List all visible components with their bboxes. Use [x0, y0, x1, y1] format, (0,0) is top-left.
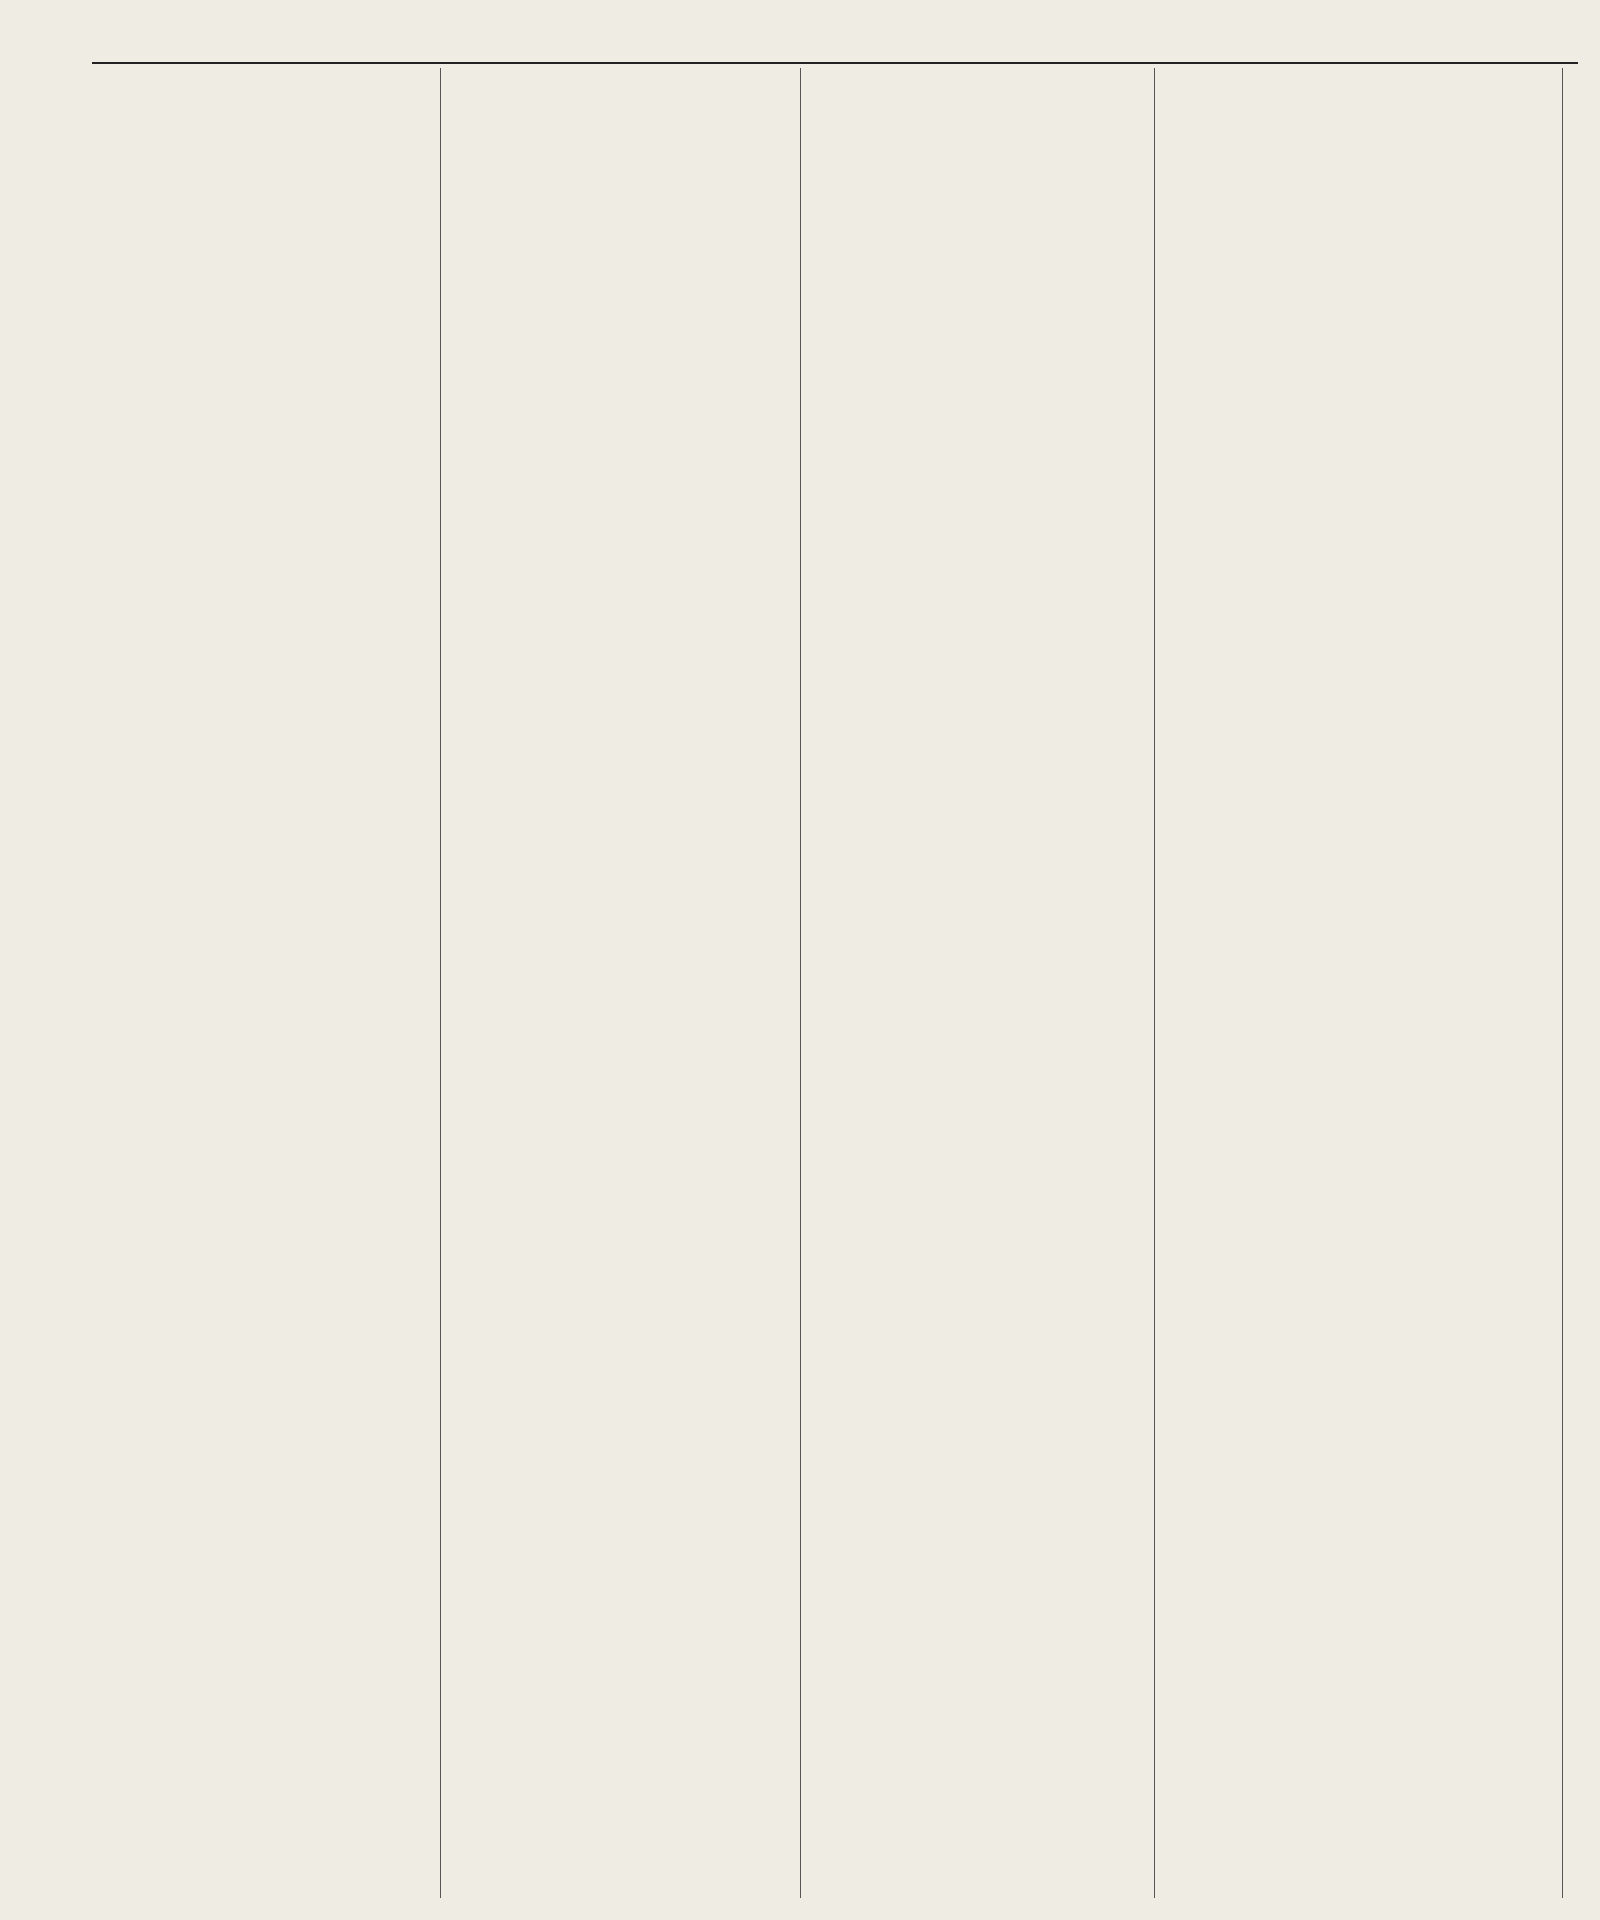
page-header: [92, 34, 1572, 60]
column-divider: [800, 68, 801, 1898]
column-2: [450, 68, 795, 1898]
column-1: [100, 68, 430, 1898]
column-divider: [1154, 68, 1155, 1898]
edge-column-bottom: [1568, 380, 1600, 1920]
column-divider: [440, 68, 441, 1898]
column-4: [1160, 68, 1500, 1898]
column-3: [808, 68, 1148, 1898]
header-rule: [92, 62, 1578, 64]
column-divider: [1562, 68, 1563, 1898]
